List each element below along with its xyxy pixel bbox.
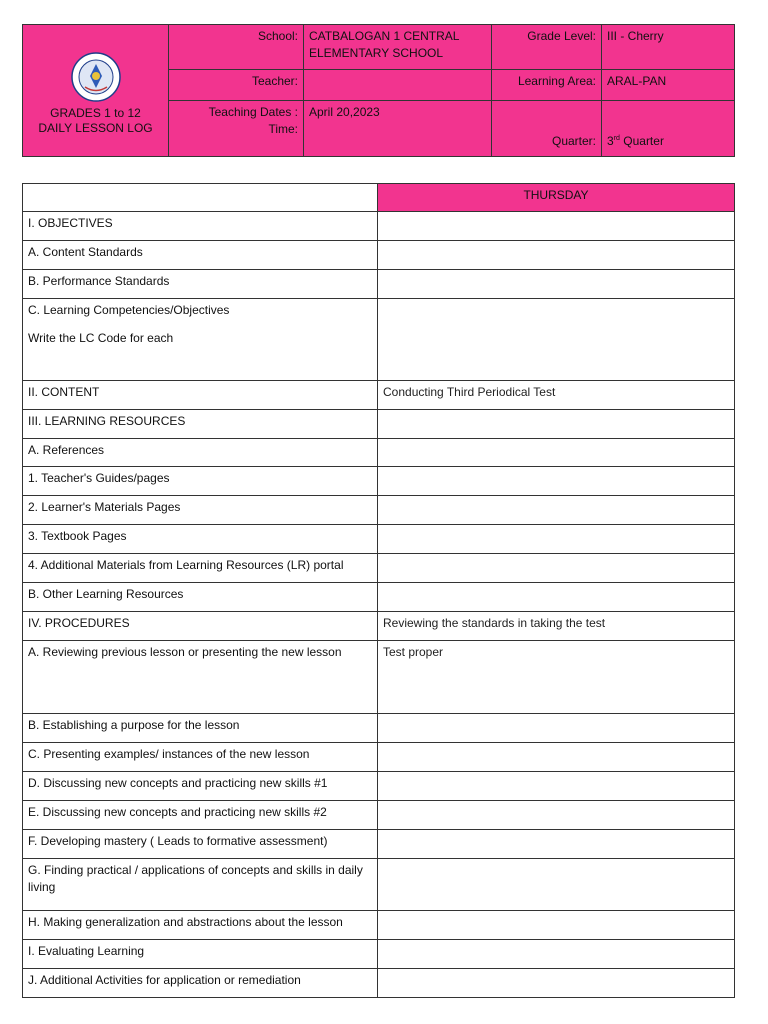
row-label bbox=[23, 496, 378, 525]
row-value bbox=[378, 525, 735, 554]
table-row bbox=[23, 911, 735, 940]
table-row bbox=[23, 772, 735, 801]
teaching-dates-label: Teaching Dates : Time: bbox=[169, 101, 304, 157]
row-value: Conducting Third Periodical Test bbox=[378, 381, 735, 410]
header-table bbox=[22, 24, 735, 157]
table-row bbox=[23, 554, 735, 583]
table-row bbox=[23, 212, 735, 241]
row-value bbox=[378, 772, 735, 801]
learning-area-value: ARAL-PAN bbox=[602, 70, 735, 101]
row-label bbox=[23, 969, 378, 998]
row-label-text: A. Content Standards bbox=[28, 245, 143, 259]
lesson-log-table bbox=[22, 183, 735, 998]
row-label-text: B. Establishing a purpose for the lesson bbox=[28, 718, 240, 732]
row-label bbox=[23, 299, 378, 381]
row-label-text: D. Discussing new concepts and practicing new skills #1 bbox=[28, 776, 328, 790]
row-value bbox=[378, 911, 735, 940]
row-label-text: I. OBJECTIVES bbox=[28, 216, 113, 230]
row-value bbox=[378, 270, 735, 299]
row-label bbox=[23, 583, 378, 612]
row-value bbox=[378, 743, 735, 772]
row-value bbox=[378, 439, 735, 467]
row-value bbox=[378, 940, 735, 969]
row-value bbox=[378, 467, 735, 496]
table-row bbox=[23, 969, 735, 998]
corner-cell bbox=[23, 184, 378, 212]
row-value: Reviewing the standards in taking the test bbox=[378, 612, 735, 641]
row-value bbox=[378, 241, 735, 270]
table-row bbox=[23, 830, 735, 859]
teacher-value bbox=[304, 70, 492, 101]
row-sublabel-text: Write the LC Code for each bbox=[28, 331, 174, 345]
teacher-label: Teacher: bbox=[169, 70, 304, 101]
row-label bbox=[23, 270, 378, 299]
table-row bbox=[23, 801, 735, 830]
row-label bbox=[23, 772, 378, 801]
table-row bbox=[23, 410, 735, 439]
row-label bbox=[23, 554, 378, 583]
day-header-thursday: THURSDAY bbox=[378, 184, 735, 212]
row-label-text: B. Other Learning Resources bbox=[28, 587, 184, 601]
row-label-text: IV. PROCEDURES bbox=[28, 616, 130, 630]
row-label-text: B. Performance Standards bbox=[28, 274, 170, 288]
row-label bbox=[23, 467, 378, 496]
table-row bbox=[23, 859, 735, 911]
table-row bbox=[23, 299, 735, 381]
table-row bbox=[23, 525, 735, 554]
row-label bbox=[23, 859, 378, 911]
row-label-text: C. Presenting examples/ instances of the new lesson bbox=[28, 747, 310, 761]
table-row bbox=[23, 467, 735, 496]
row-label-text: 3. Textbook Pages bbox=[28, 529, 127, 543]
deped-seal-icon bbox=[71, 52, 121, 102]
row-label-text: III. LEARNING RESOURCES bbox=[28, 414, 186, 428]
table-row bbox=[23, 612, 735, 641]
grade-level-value: III - Cherry bbox=[602, 25, 735, 70]
row-label-text: C. Learning Competencies/Objectives bbox=[28, 303, 230, 317]
header-title-line1: GRADES 1 to 12 bbox=[50, 105, 141, 120]
row-label-text: 2. Learner's Materials Pages bbox=[28, 500, 181, 514]
row-label-text: 4. Additional Materials from Learning Resources (LR) portal bbox=[28, 558, 344, 572]
row-value bbox=[378, 496, 735, 525]
row-label bbox=[23, 410, 378, 439]
row-label bbox=[23, 641, 378, 714]
row-label bbox=[23, 911, 378, 940]
row-value bbox=[378, 969, 735, 998]
table-row bbox=[23, 241, 735, 270]
teaching-dates-value: April 20,2023 bbox=[304, 101, 492, 157]
row-value bbox=[378, 714, 735, 743]
row-label bbox=[23, 940, 378, 969]
grade-level-label: Grade Level: bbox=[492, 25, 602, 70]
row-label bbox=[23, 714, 378, 743]
row-label bbox=[23, 439, 378, 467]
row-label-text: E. Discussing new concepts and practicing new skills #2 bbox=[28, 805, 327, 819]
row-value bbox=[378, 410, 735, 439]
table-row bbox=[23, 641, 735, 714]
row-label bbox=[23, 241, 378, 270]
row-label-text: H. Making generalization and abstractions about the lesson bbox=[28, 915, 343, 929]
lesson-rows bbox=[23, 212, 735, 998]
row-label-text: II. CONTENT bbox=[28, 385, 100, 399]
learning-area-label: Learning Area: bbox=[492, 70, 602, 101]
row-label bbox=[23, 612, 378, 641]
school-label: School: bbox=[169, 25, 304, 70]
row-label-text: G. Finding practical / applications of concepts and skills in daily living bbox=[28, 863, 363, 894]
row-label bbox=[23, 212, 378, 241]
row-value bbox=[378, 583, 735, 612]
header-logo-cell bbox=[23, 25, 169, 157]
row-value: Test proper bbox=[378, 641, 735, 714]
row-label bbox=[23, 801, 378, 830]
row-value bbox=[378, 554, 735, 583]
row-label-text: F. Developing mastery ( Leads to formative assessment) bbox=[28, 834, 328, 848]
table-row bbox=[23, 270, 735, 299]
row-label-text: 1. Teacher's Guides/pages bbox=[28, 471, 170, 485]
table-row bbox=[23, 496, 735, 525]
row-label bbox=[23, 525, 378, 554]
quarter-label: Quarter: bbox=[492, 101, 602, 157]
quarter-value: 3rd Quarter bbox=[602, 101, 735, 157]
row-label bbox=[23, 743, 378, 772]
table-row bbox=[23, 583, 735, 612]
school-value: CATBALOGAN 1 CENTRAL ELEMENTARY SCHOOL bbox=[304, 25, 492, 70]
row-value bbox=[378, 212, 735, 241]
table-row bbox=[23, 439, 735, 467]
table-row bbox=[23, 714, 735, 743]
header-title-line2: DAILY LESSON LOG bbox=[38, 120, 153, 135]
row-value bbox=[378, 859, 735, 911]
row-value bbox=[378, 801, 735, 830]
row-label bbox=[23, 830, 378, 859]
table-row bbox=[23, 940, 735, 969]
table-row bbox=[23, 381, 735, 410]
row-label-text: A. References bbox=[28, 443, 105, 457]
row-label-text: J. Additional Activities for application or remediation bbox=[28, 973, 301, 987]
row-label-text: A. Reviewing previous lesson or presenting the new lesson bbox=[28, 645, 342, 659]
row-label bbox=[23, 381, 378, 410]
table-row bbox=[23, 743, 735, 772]
row-label-text: I. Evaluating Learning bbox=[28, 944, 145, 958]
row-value bbox=[378, 299, 735, 381]
row-value bbox=[378, 830, 735, 859]
